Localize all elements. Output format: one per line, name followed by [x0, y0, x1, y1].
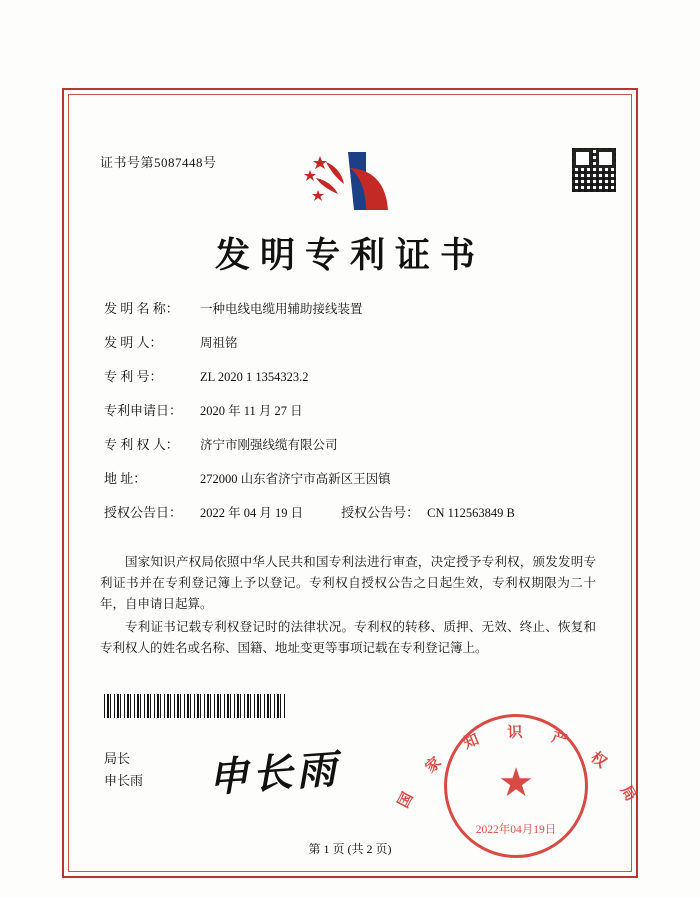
official-seal [395, 714, 639, 858]
field-row [104, 436, 604, 454]
signature-block [104, 748, 143, 792]
legal-paragraph-1: 国家知识产权局依照中华人民共和国专利法进行审查，决定授予专利权，颁发发明专利证书并在专利登记簿上予以登记。专利权自授权公告之日起生效，专利权期限为二十年，自申请日起算。 [100, 555, 596, 611]
field-label-patentee: 专 利 权 人： [104, 437, 179, 452]
field-row [104, 470, 604, 488]
patent-fields [104, 300, 604, 538]
page-indicator: 第 1 页 (共 2 页) [308, 842, 392, 856]
field-label-application-date: 专利申请日： [104, 403, 183, 418]
page-title: 发明专利证书 [214, 235, 485, 276]
legal-paragraph-2: 专利证书记载专利权登记时的法律状况。专利权的转移、质押、无效、终止、恢复和专利权人的姓名或名称、国籍、地址变更等事项记载在专利登记簿上。 [100, 620, 596, 655]
legal-body-text [100, 552, 596, 661]
field-value-patentee: 济宁市刚强线缆有限公司 [200, 438, 338, 452]
qr-code-icon [572, 148, 616, 192]
field-label-invention-name: 发 明 名 称： [104, 301, 179, 316]
patent-office-emblem-icon [290, 148, 410, 214]
barcode-icon [104, 694, 286, 718]
field-value-invention-name: 一种电线电缆用辅助接线装置 [200, 302, 363, 316]
field-value-inventor: 周祖铭 [200, 336, 238, 350]
director-name-label: 申长雨 [104, 773, 144, 788]
field-row [104, 402, 604, 420]
field-value-application-date: 2020 年 11 月 27 日 [200, 404, 303, 418]
director-title-label: 局长 [104, 751, 131, 766]
field-label-inventor: 发 明 人： [104, 335, 163, 350]
field-value-grant-date: 2022 年 04 月 19 日 [200, 506, 304, 520]
seal-star-icon: ★ [498, 759, 534, 805]
certificate-number: 证书号第5087448号 [100, 155, 217, 170]
field-row-grant [104, 504, 604, 522]
field-label-patent-number: 专 利 号： [104, 369, 163, 384]
field-row [104, 300, 604, 318]
field-row [104, 368, 604, 386]
seal-date: 2022年04月19日 [475, 824, 557, 836]
seal-arc-text: 国 家 知 识 产 权 局 [395, 724, 639, 811]
field-label-grant-date: 授权公告日： [104, 505, 183, 520]
field-value-address: 272000 山东省济宁市高新区王因镇 [200, 472, 391, 486]
field-value-grant-number: CN 112563849 B [427, 506, 515, 520]
handwritten-signature: 申长雨 [206, 745, 342, 802]
field-label-address: 地 址： [104, 471, 147, 486]
field-row [104, 334, 604, 352]
field-value-patent-number: ZL 2020 1 1354323.2 [200, 370, 309, 384]
field-label-grant-number: 授权公告号： [341, 505, 420, 520]
